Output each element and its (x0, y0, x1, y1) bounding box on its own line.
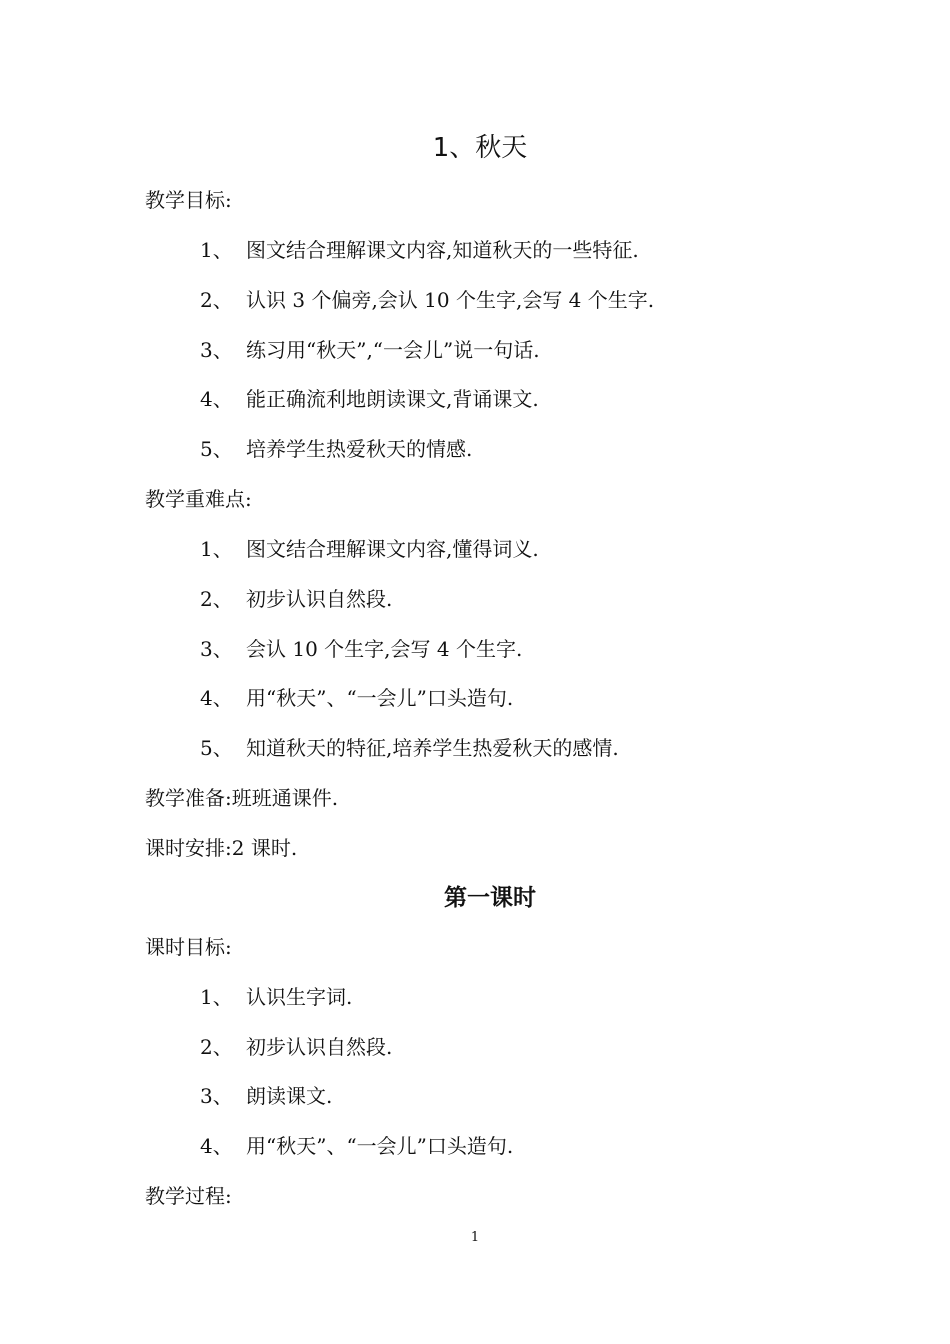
objective-text: 练习用“秋天”,“一会儿”说一句话. (246, 338, 540, 362)
lesson-objective-number: 3、 (200, 1084, 233, 1108)
key-point-item-3 (200, 634, 522, 664)
key-points-heading: 教学重难点: (145, 487, 252, 511)
lesson-objective-text: 认识生字词. (246, 985, 353, 1009)
objective-item-5 (200, 434, 472, 464)
objective-item-2 (200, 285, 654, 315)
key-point-text: 用“秋天”、“一会儿”口头造句. (246, 686, 514, 710)
lesson-objective-text: 初步认识自然段. (246, 1035, 393, 1059)
objective-item-3 (200, 335, 540, 365)
objective-text: 图文结合理解课文内容,知道秋天的一些特征. (246, 238, 639, 262)
lesson-title: 第一课时 (444, 885, 536, 911)
preparation-line: 教学准备:班班通课件. (145, 786, 339, 810)
page-title: 1、秋天 (432, 133, 528, 163)
lesson-objective-item-4 (200, 1131, 513, 1161)
lesson-objective-text: 朗读课文. (246, 1084, 333, 1108)
process-heading: 教学过程: (145, 1184, 232, 1208)
objective-item-4 (200, 384, 539, 414)
objectives-heading: 教学目标: (145, 188, 232, 212)
schedule-line: 课时安排:2 课时. (145, 836, 298, 860)
objective-number: 3、 (200, 338, 233, 362)
objective-text: 能正确流利地朗读课文,背诵课文. (246, 387, 539, 411)
key-point-number: 1、 (200, 537, 233, 561)
objective-item-1 (200, 235, 639, 265)
objective-number: 4、 (200, 387, 233, 411)
objective-text: 培养学生热爱秋天的情感. (246, 437, 473, 461)
key-point-text: 会认 10 个生字,会写 4 个生字. (246, 637, 523, 661)
key-point-text: 知道秋天的特征,培养学生热爱秋天的感情. (246, 736, 619, 760)
lesson-objective-item-3 (200, 1081, 332, 1111)
lesson-objective-number: 2、 (200, 1035, 233, 1059)
lesson-objective-item-1 (200, 982, 352, 1012)
key-point-item-2 (200, 584, 392, 614)
key-point-text: 图文结合理解课文内容,懂得词义. (246, 537, 539, 561)
lesson-objective-text: 用“秋天”、“一会儿”口头造句. (246, 1134, 514, 1158)
key-point-text: 初步认识自然段. (246, 587, 393, 611)
objective-number: 2、 (200, 288, 233, 312)
key-point-item-5 (200, 733, 619, 763)
key-point-number: 5、 (200, 736, 233, 760)
key-point-number: 4、 (200, 686, 233, 710)
lesson-objective-number: 4、 (200, 1134, 233, 1158)
page-number: 1 (470, 1230, 480, 1245)
lesson-objective-item-2 (200, 1032, 392, 1062)
key-point-item-4 (200, 683, 513, 713)
objective-number: 5、 (200, 437, 233, 461)
key-point-number: 2、 (200, 587, 233, 611)
lesson-objectives-heading: 课时目标: (145, 935, 232, 959)
objective-number: 1、 (200, 238, 233, 262)
key-point-number: 3、 (200, 637, 233, 661)
objective-text: 认识 3 个偏旁,会认 10 个生字,会写 4 个生字. (246, 288, 655, 312)
lesson-objective-number: 1、 (200, 985, 233, 1009)
key-point-item-1 (200, 534, 539, 564)
